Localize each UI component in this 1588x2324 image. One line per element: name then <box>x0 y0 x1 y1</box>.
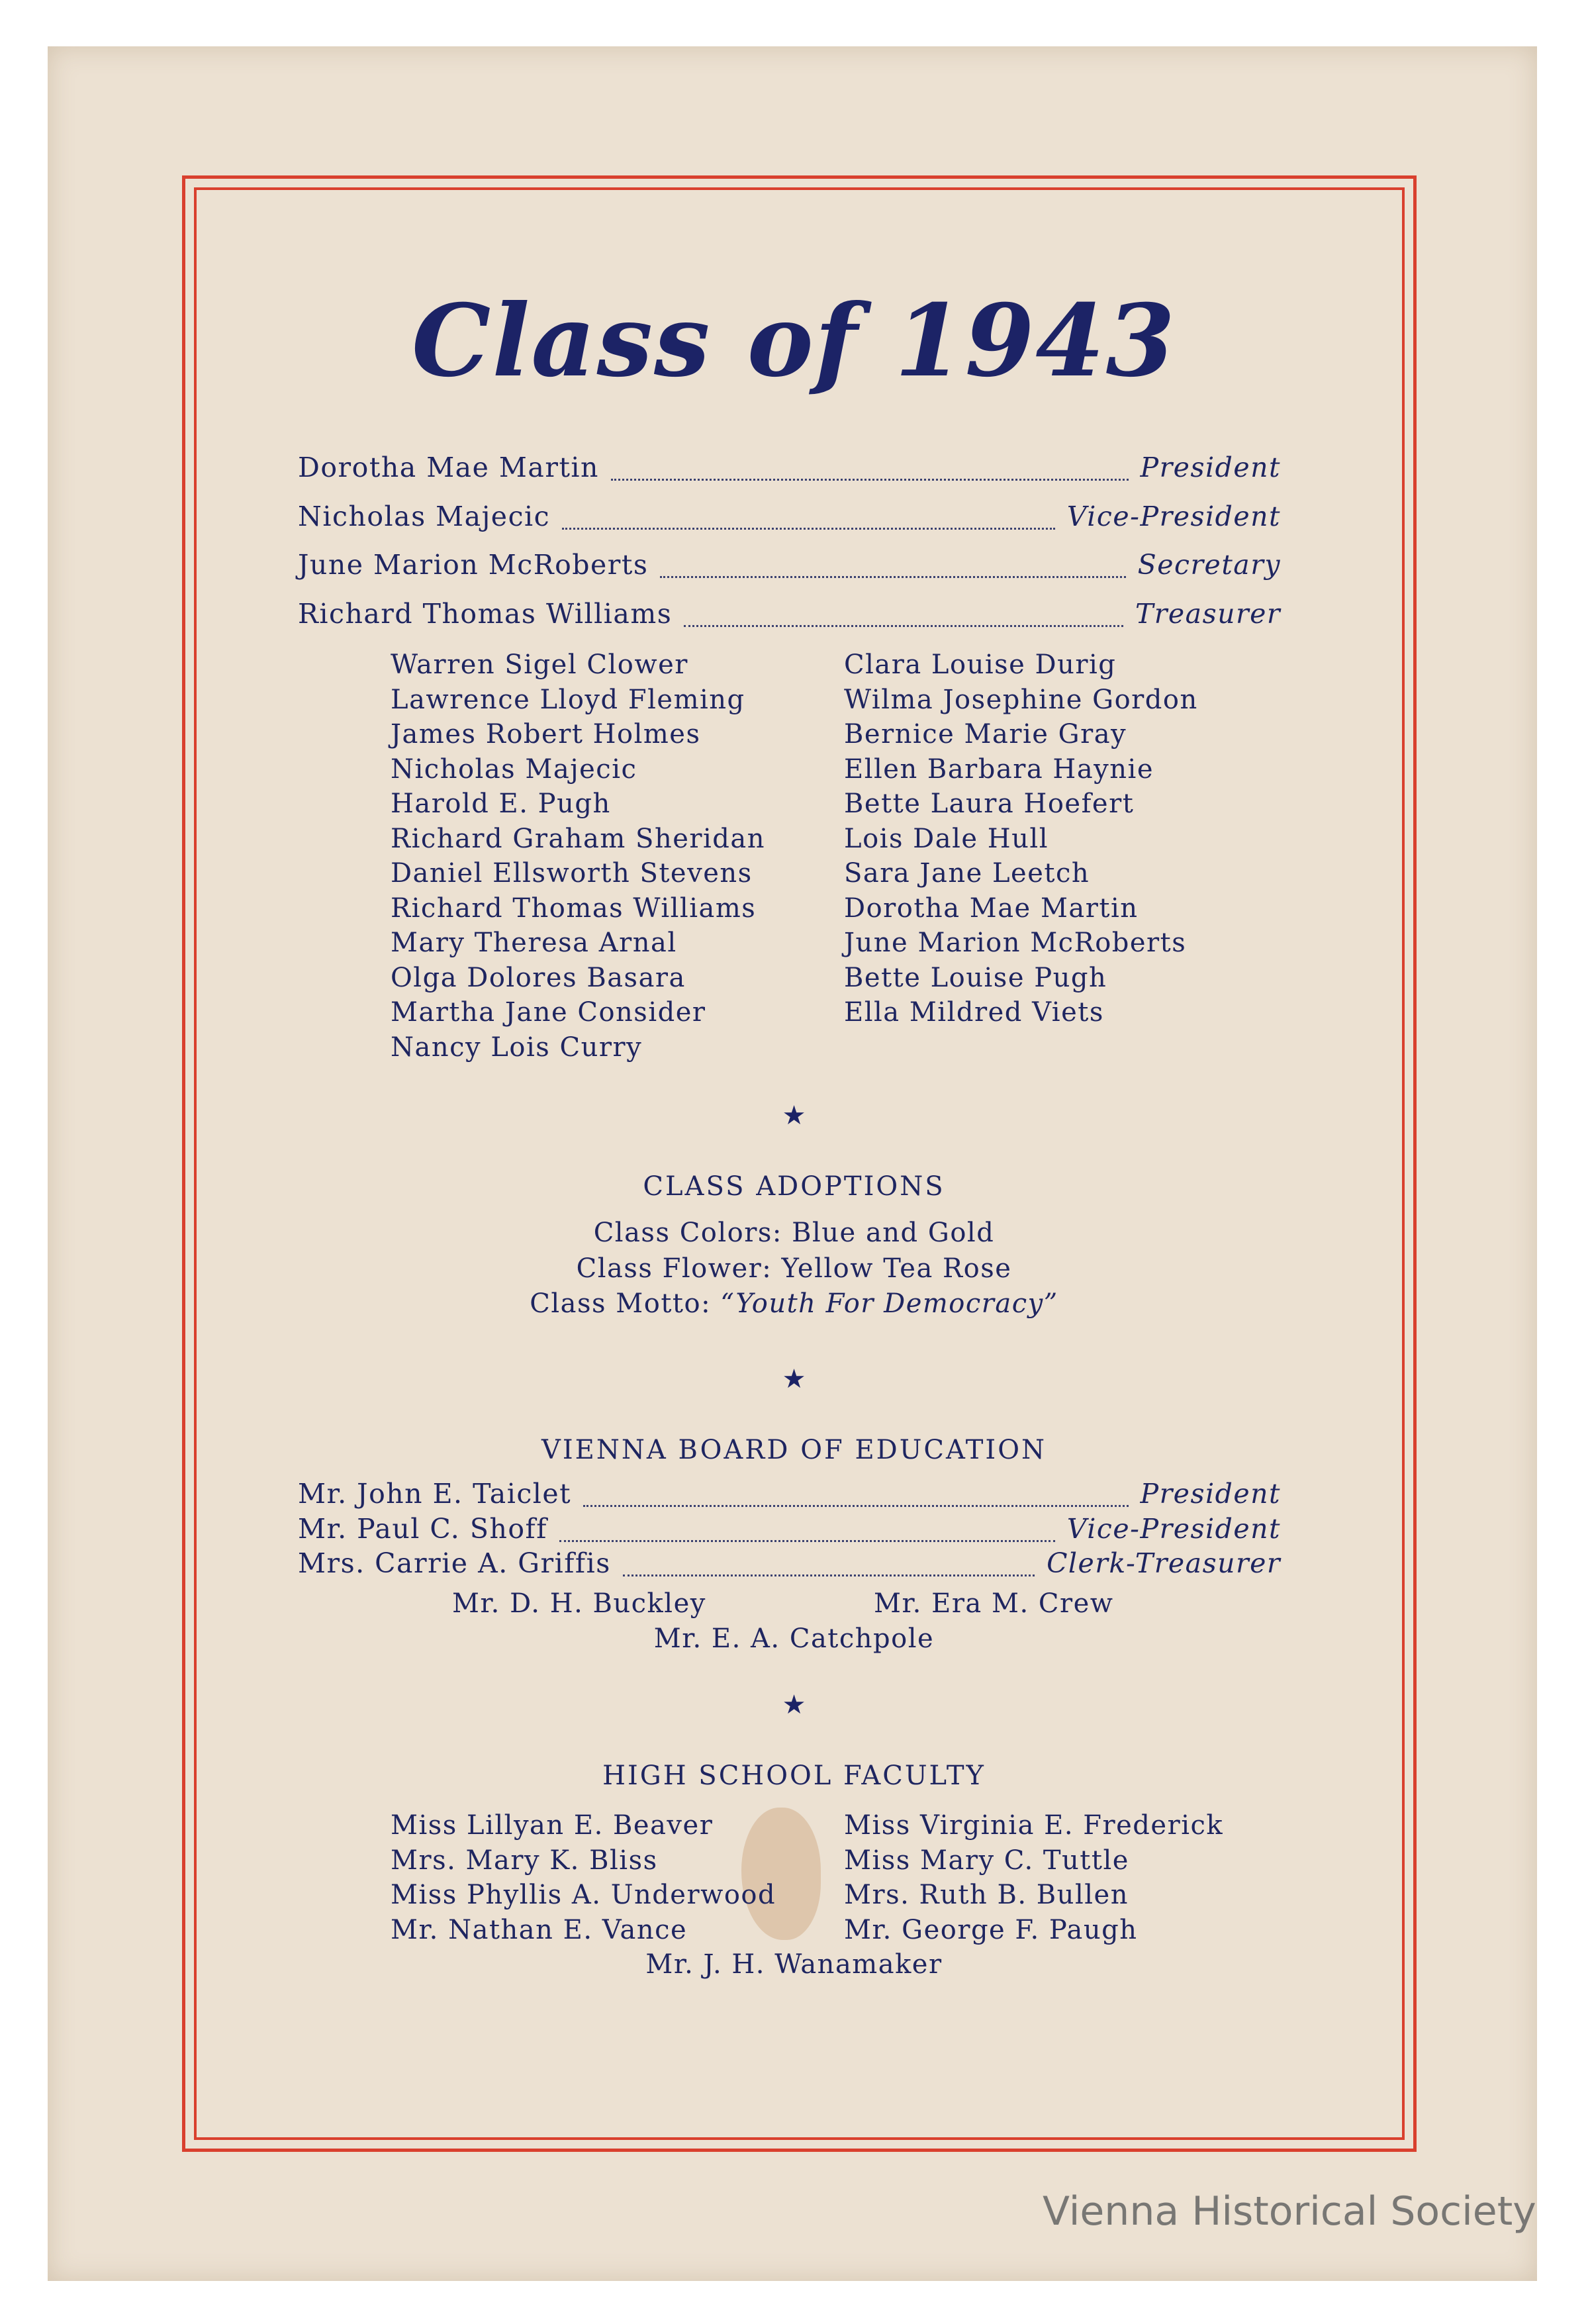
adoptions-heading: CLASS ADOPTIONS <box>643 1171 945 1202</box>
officer-row <box>298 501 1281 540</box>
dot-leader <box>559 1539 1055 1542</box>
dot-leader <box>684 624 1123 627</box>
member-name: Lois Dale Hull <box>844 823 1049 854</box>
member-name: Nancy Lois Curry <box>391 1032 643 1063</box>
class-members-left <box>391 648 765 1065</box>
page-title: Class of 1943 <box>412 283 1176 399</box>
board-member: Mr. E. A. Catchpole <box>653 1623 935 1654</box>
board-officer-row <box>298 1547 1281 1587</box>
class-members-right <box>844 648 1198 1030</box>
member-name: Bette Louise Pugh <box>844 962 1107 993</box>
member-name: Mary Theresa Arnal <box>391 928 677 958</box>
dot-leader <box>623 1574 1035 1576</box>
class-colors-value: Blue and Gold <box>792 1218 995 1248</box>
member-name: Lawrence Lloyd Fleming <box>391 684 745 715</box>
officer-row <box>298 549 1281 589</box>
officer-name: Dorotha Mae Martin <box>298 452 599 483</box>
class-flower-value: Yellow Tea Rose <box>781 1253 1012 1284</box>
member-name: Clara Louise Durig <box>844 650 1117 680</box>
member-name: Ella Mildred Viets <box>844 997 1104 1028</box>
class-motto-label: Class Motto: <box>530 1288 712 1319</box>
faculty-name: Miss Phyllis A. Underwood <box>391 1880 776 1910</box>
board-officer-role: President <box>1140 1478 1281 1510</box>
member-name: June Marion McRoberts <box>844 928 1187 958</box>
faculty-name: Mr. George F. Paugh <box>844 1914 1138 1945</box>
member-name: Daniel Ellsworth Stevens <box>391 858 753 889</box>
officer-row <box>298 598 1281 638</box>
faculty-left <box>391 1808 776 1947</box>
officer-name: Nicholas Majecic <box>298 501 551 532</box>
faculty-right <box>844 1808 1223 1947</box>
board-heading: VIENNA BOARD OF EDUCATION <box>541 1435 1047 1465</box>
dot-leader <box>611 478 1129 481</box>
faculty-name: Mrs. Mary K. Bliss <box>391 1845 658 1876</box>
officer-role: Secretary <box>1137 549 1281 581</box>
officer-name: Richard Thomas Williams <box>298 598 673 630</box>
board-member: Mr. D. H. Buckley <box>452 1588 706 1619</box>
member-name: Harold E. Pugh <box>391 789 611 819</box>
faculty-heading: HIGH SCHOOL FACULTY <box>602 1761 986 1791</box>
faculty-name: Miss Lillyan E. Beaver <box>391 1810 714 1841</box>
faculty-name: Miss Virginia E. Frederick <box>844 1810 1224 1841</box>
board-officer-name: Mr. Paul C. Shoff <box>298 1513 547 1545</box>
watermark: Vienna Historical Society <box>1043 2188 1536 2235</box>
board-officer-name: Mrs. Carrie A. Griffis <box>298 1547 611 1579</box>
class-motto <box>0 1286 1588 1322</box>
star-icon: ★ <box>782 1100 806 1131</box>
class-motto-value: “Youth For Democracy” <box>720 1288 1058 1319</box>
board-officer-name: Mr. John E. Taiclet <box>298 1478 572 1510</box>
dot-leader <box>562 527 1055 530</box>
faculty-name: Miss Mary C. Tuttle <box>844 1845 1129 1876</box>
board-officer-row <box>298 1478 1281 1518</box>
star-icon: ★ <box>782 1364 806 1394</box>
star-icon: ★ <box>782 1690 806 1720</box>
faculty-name: Mr. J. H. Wanamaker <box>645 1949 943 1980</box>
officer-name: June Marion McRoberts <box>298 549 649 581</box>
member-name: Bette Laura Hoefert <box>844 789 1135 819</box>
board-officer-role: Clerk-Treasurer <box>1047 1547 1281 1579</box>
member-name: Martha Jane Consider <box>391 997 706 1028</box>
member-name: Nicholas Majecic <box>391 753 637 785</box>
class-flower-label: Class Flower: <box>576 1253 772 1284</box>
class-colors <box>0 1215 1588 1251</box>
member-name: Wilma Josephine Gordon <box>844 684 1198 715</box>
member-name: Richard Thomas Williams <box>391 893 757 924</box>
member-name: Warren Sigel Clower <box>391 650 688 680</box>
faculty-name: Mrs. Ruth B. Bullen <box>844 1880 1129 1910</box>
member-name: Olga Dolores Basara <box>391 962 686 993</box>
officer-role: Vice-President <box>1066 501 1281 532</box>
member-name: James Robert Holmes <box>391 719 701 750</box>
member-name: Dorotha Mae Martin <box>844 893 1139 924</box>
board-officer-row <box>298 1513 1281 1553</box>
class-colors-label: Class Colors: <box>593 1218 782 1248</box>
member-name: Richard Graham Sheridan <box>391 823 766 854</box>
officer-role: Treasurer <box>1135 598 1281 630</box>
dot-leader <box>660 575 1125 578</box>
faculty-name: Mr. Nathan E. Vance <box>391 1914 688 1945</box>
member-name: Bernice Marie Gray <box>844 719 1127 750</box>
member-name: Sara Jane Leetch <box>844 858 1090 889</box>
board-member: Mr. Era M. Crew <box>874 1588 1114 1619</box>
officer-row <box>298 452 1281 491</box>
officer-role: President <box>1140 452 1281 483</box>
dot-leader <box>583 1504 1128 1507</box>
member-name: Ellen Barbara Haynie <box>844 753 1154 785</box>
class-flower <box>0 1251 1588 1286</box>
board-officer-role: Vice-President <box>1066 1513 1281 1545</box>
